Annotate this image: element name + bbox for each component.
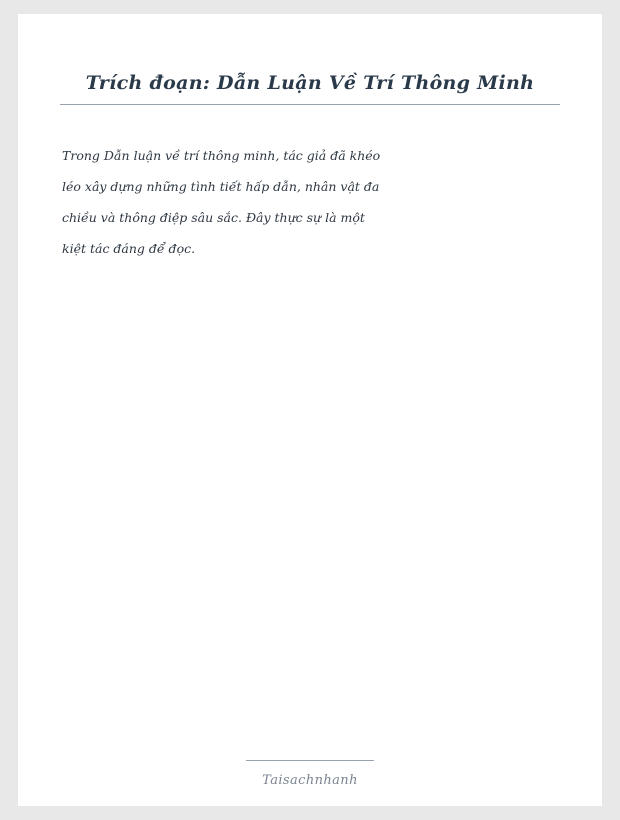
footer-divider: [246, 760, 374, 761]
body-line: chiều và thông điệp sâu sắc. Đây thực sự là một: [62, 210, 365, 225]
footer-brand: Taisachnhanh: [262, 773, 358, 788]
page-footer: [18, 760, 602, 788]
body-line: kiệt tác đáng để đọc.: [62, 241, 196, 256]
body-line: léo xây dựng những tình tiết hấp dẫn, nhân vật đa: [62, 179, 380, 194]
title-divider: [60, 104, 560, 105]
body-line: Trong Dẫn luận về trí thông minh, tác giả đã khéo: [62, 148, 381, 163]
document-page: [18, 14, 602, 806]
page-title: Trích đoạn: Dẫn Luận Về Trí Thông Minh: [85, 72, 535, 94]
document-body: [62, 140, 542, 264]
